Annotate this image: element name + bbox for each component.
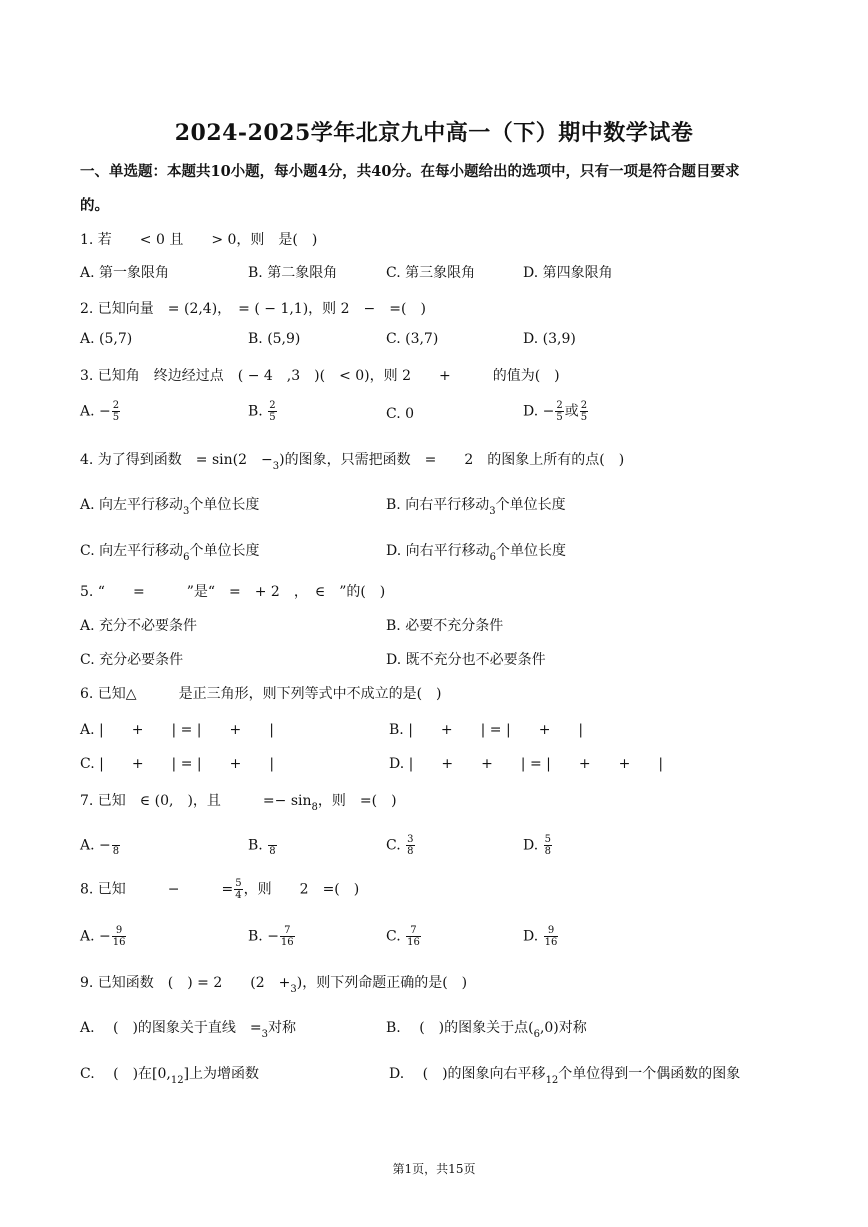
section-heading-line1: 一、单选题：本题共10小题，每小题4分，共40分。在每小题给出的选项中，只有一项是符合题目要求 [80, 163, 740, 180]
q5-option-c: C. 充分必要条件 [80, 652, 184, 668]
q9-option-c: C. ( )在$[0,_{12}]$上为增函数 [80, 1066, 260, 1086]
q4-option-d: D. 向右平行移动$_6$个单位长度 [386, 543, 567, 563]
q5-stem: 5. “ = ”是“ = + 2 ， ∈ ”的( ) [80, 584, 386, 600]
q9-option-a: A. ( )的图象关于直线 $=_3$对称 [80, 1020, 297, 1040]
q3-option-c: C. 0 [386, 406, 415, 422]
q2-stem: 2. 已知向量 = (2,4)， = ( − 1,1)，则 2 − =( ) [80, 301, 426, 317]
q7-option-c: C. $\frac{3}{8}$ [386, 834, 414, 857]
q8-stem: 8. 已知 − = $\frac{5}{4}$ ，则 2 =( ) [80, 878, 360, 901]
q1-option-b: B. 第二象限角 [248, 265, 338, 281]
q7-option-a: A. − 8 [80, 834, 121, 857]
q9-stem: 9. 已知函数 ( ) = 2 (2 $+_3$)，则下列命题正确的是( ) [80, 975, 468, 995]
q6-option-b: B. | + | = | + | [389, 722, 584, 738]
q6-option-d: D. | + + | = | + + | [389, 756, 664, 772]
q9-option-b: B. ( )的图象关于点$(_6,0)$对称 [386, 1020, 587, 1040]
q8-option-a: A. − $\frac{9}{16}$ [80, 925, 126, 948]
q7-stem: 7. 已知 ∈ (0, )，且 =− $\sin_8$，则 =( ) [80, 793, 397, 813]
q1-option-a: A. 第一象限角 [80, 265, 170, 281]
page-footer: 第1页，共15页 [392, 1162, 476, 1176]
q6-option-c: C. | + | = | + | [80, 756, 275, 772]
q8-option-c: C. $\frac{7}{16}$ [386, 925, 420, 948]
q1-stem: 1. 若 < 0 且 > 0，则 是( ) [80, 232, 318, 248]
q5-option-d: D. 既不充分也不必要条件 [386, 652, 546, 668]
q7-option-d: D. $\frac{5}{8}$ [523, 834, 552, 857]
q2-option-d: D. (3,9) [523, 331, 576, 347]
q5-option-a: A. 充分不必要条件 [80, 618, 198, 634]
q1-option-d: D. 第四象限角 [523, 265, 613, 281]
section-heading-line2: 的。 [80, 197, 109, 214]
q3-option-d: D. − $\frac{2}{5}$ 或 $\frac{2}{5}$ [523, 400, 588, 423]
q6-option-a: A. | + | = | + | [80, 722, 274, 738]
q8-option-d: D. $\frac{9}{16}$ [523, 925, 558, 948]
q8-option-b: B. − $\frac{7}{16}$ [248, 925, 294, 948]
q6-stem: 6. 已知△ 是正三角形，则下列等式中不成立的是( ) [80, 686, 442, 702]
q1-option-c: C. 第三象限角 [386, 265, 476, 281]
q3-option-a: A. − $\frac{2}{5}$ [80, 400, 120, 423]
q2-option-b: B. (5,9) [248, 331, 301, 347]
page-title: 2024-2025学年北京九中高一（下）期中数学试卷 [174, 120, 694, 146]
q3-option-b: B. $\frac{2}{5}$ [248, 400, 276, 423]
q4-option-a: A. 向左平行移动$_3$个单位长度 [80, 497, 260, 517]
q3-stem: 3. 已知角 终边经过点 ( − 4 ,3 )( < 0)，则 2 + 的值为( ) [80, 368, 560, 384]
q2-option-a: A. (5,7) [80, 331, 133, 347]
q4-option-b: B. 向右平行移动$_3$个单位长度 [386, 497, 566, 517]
q9-option-d: D. ( )的图象向右平移$_{12}$个单位得到一个偶函数的图象 [389, 1066, 741, 1086]
q7-option-b: B. 8 [248, 834, 278, 857]
q4-stem: 4. 为了得到函数 = sin(2 $-_3$)的图象，只需把函数 = 2 的图象上所有的点( ) [80, 452, 625, 472]
q4-option-c: C. 向左平行移动$_6$个单位长度 [80, 543, 260, 563]
q2-option-c: C. (3,7) [386, 331, 439, 347]
q5-option-b: B. 必要不充分条件 [386, 618, 504, 634]
